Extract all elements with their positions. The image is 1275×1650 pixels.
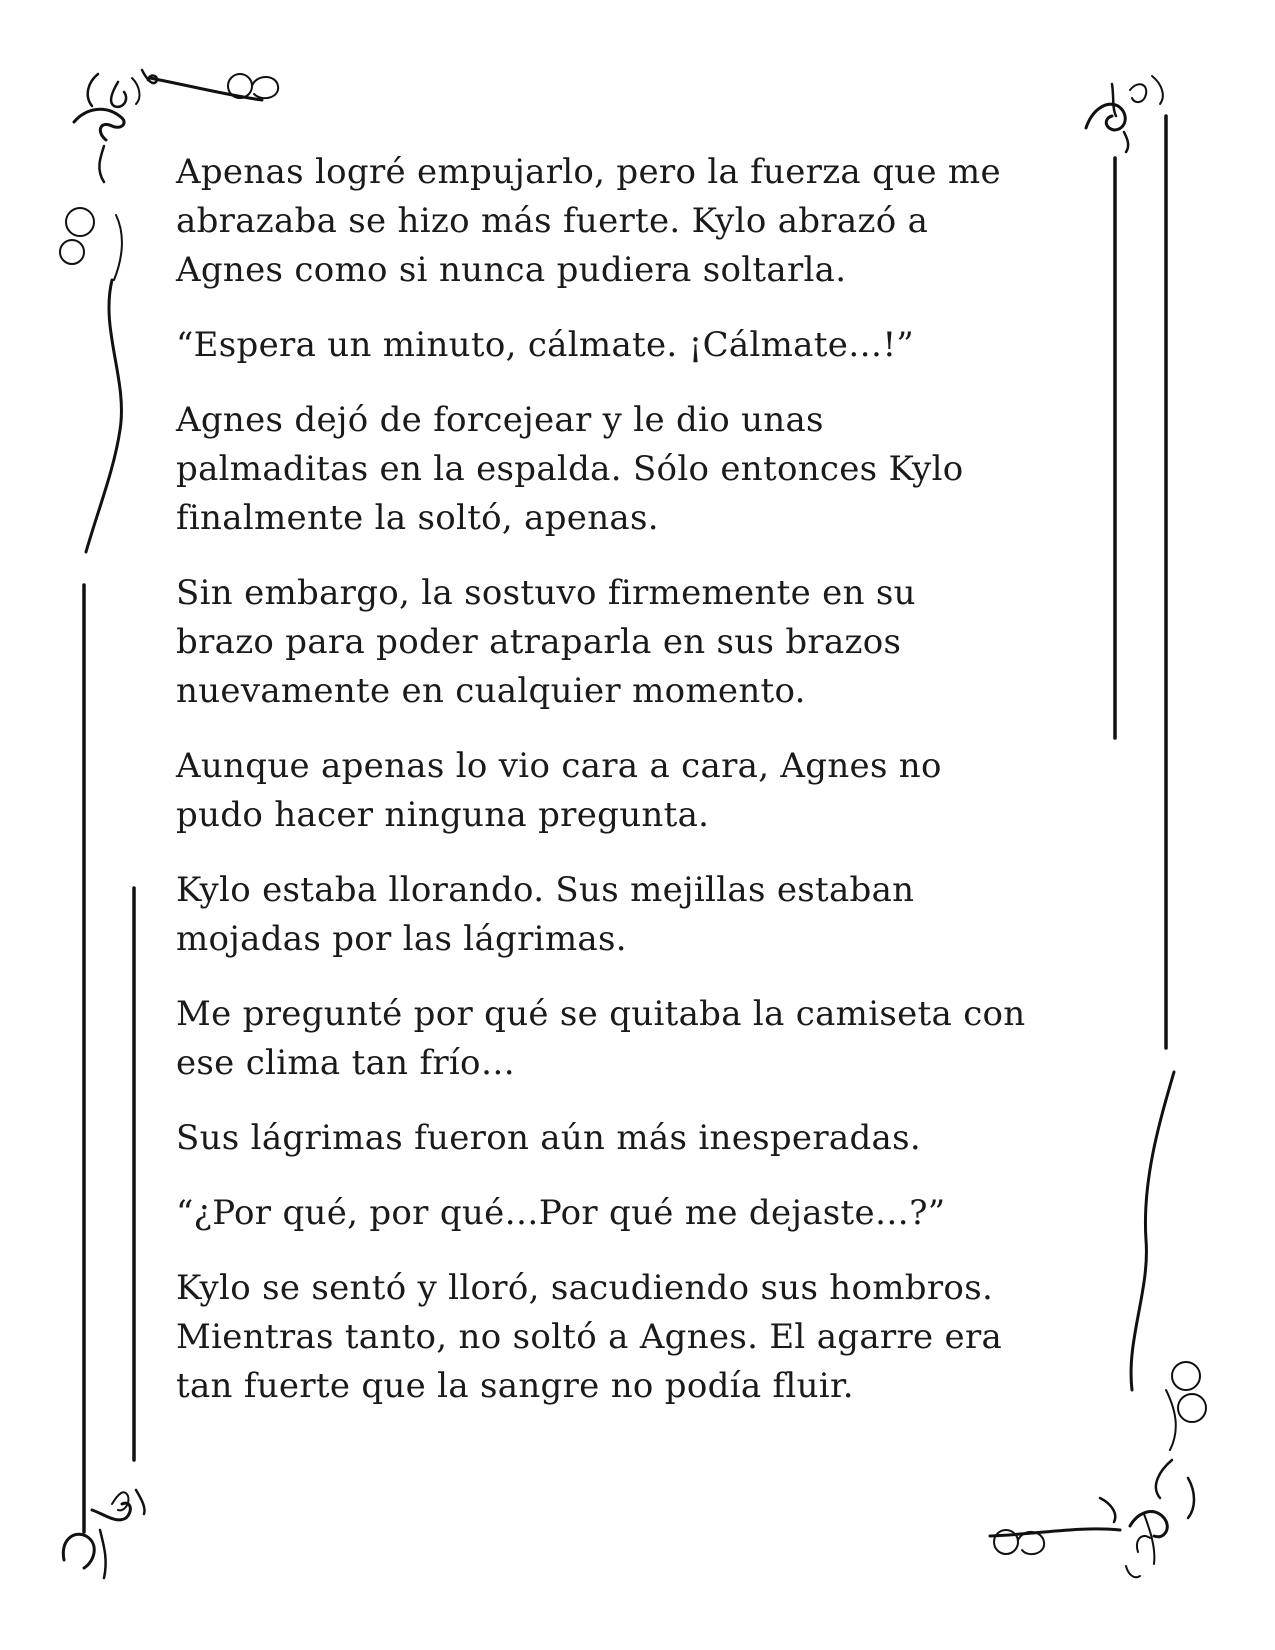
text-line: palmaditas en la espalda. Sólo entonces Kylo (176, 449, 964, 489)
paragraph-3 (176, 396, 1106, 543)
text-line: Sin embargo, la sostuvo firmemente en su (176, 573, 916, 613)
text-line: finalmente la soltó, apenas. (176, 498, 659, 538)
text-line: abrazaba se hizo más fuerte. Kylo abrazó a (176, 201, 929, 241)
text-line: ese clima tan frío… (176, 1043, 516, 1083)
paragraph-8 (176, 1114, 1106, 1163)
text-line: Kylo se sentó y lloró, sacudiendo sus hombros. (176, 1268, 994, 1308)
text-line: tan fuerte que la sangre no podía fluir. (176, 1366, 854, 1406)
text-line: Aunque apenas lo vio cara a cara, Agnes no (176, 746, 942, 786)
paragraph-7 (176, 990, 1106, 1088)
text-line: “¿Por qué, por qué…Por qué me dejaste…?” (176, 1193, 946, 1233)
text-line: Apenas logré empujarlo, pero la fuerza que me (176, 152, 1001, 192)
paragraph-10 (176, 1264, 1106, 1411)
text-line: Me pregunté por qué se quitaba la camiseta con (176, 994, 1026, 1034)
text-line: pudo hacer ninguna pregunta. (176, 795, 710, 835)
text-line: Sus lágrimas fueron aún más inesperadas. (176, 1118, 921, 1158)
paragraph-9 (176, 1189, 1106, 1238)
page-text (176, 148, 1106, 1437)
flourish-bottom-left-icon (63, 1490, 144, 1578)
paragraph-5 (176, 742, 1106, 840)
text-line: “Espera un minuto, cálmate. ¡Cálmate…!” (176, 325, 915, 365)
paragraph-1 (176, 148, 1106, 295)
paragraph-2 (176, 321, 1106, 370)
text-line: mojadas por las lágrimas. (176, 919, 627, 959)
flourish-top-right-icon (1086, 76, 1163, 152)
paragraph-4 (176, 569, 1106, 716)
text-line: Agnes como si nunca pudiera soltarla. (176, 250, 847, 290)
text-line: brazo para poder atraparla en sus brazos (176, 622, 902, 662)
text-line: Agnes dejó de forcejear y le dio unas (176, 400, 824, 440)
text-line: nuevamente en cualquier momento. (176, 671, 806, 711)
text-line: Kylo estaba llorando. Sus mejillas estaban (176, 870, 915, 910)
text-line: Mientras tanto, no soltó a Agnes. El agarre era (176, 1317, 1003, 1357)
paragraph-6 (176, 866, 1106, 964)
